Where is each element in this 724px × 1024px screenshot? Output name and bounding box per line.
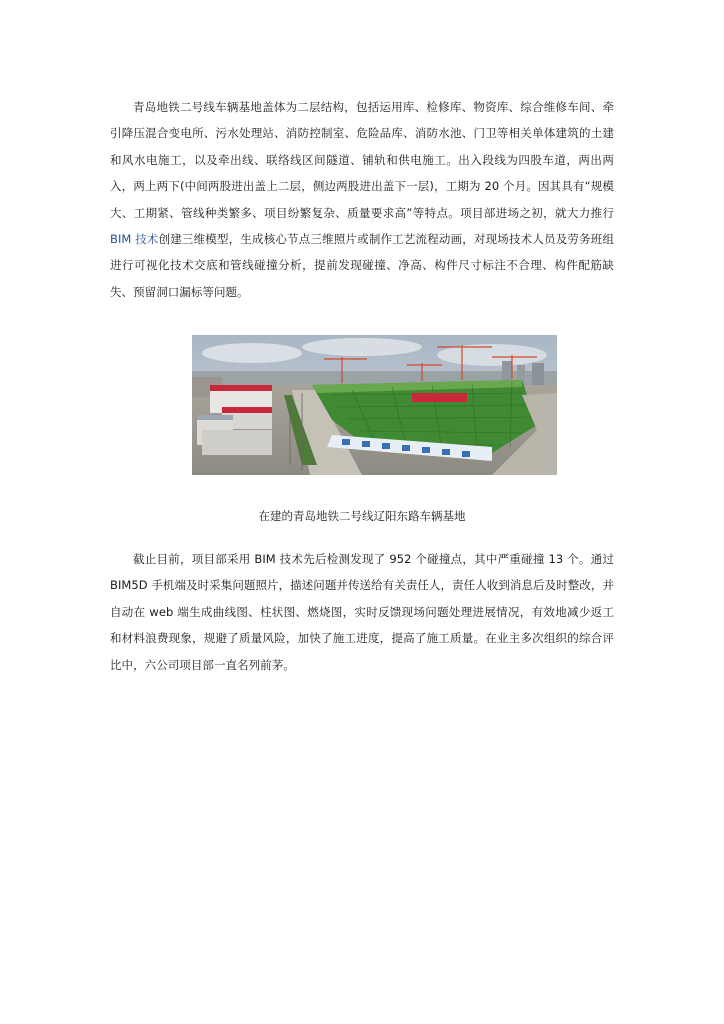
construction-site-photo xyxy=(192,335,557,475)
bim-technology-link[interactable]: BIM 技术 xyxy=(110,232,159,247)
paragraph-intro xyxy=(110,94,614,305)
paragraph-results: 截止目前，项目部采用 BIM 技术先后检测发现了 952 个碰撞点，其中严重碰撞 13 个。通过 BIM5D 手机端及时采集问题照片，描述问题并传送给有关责任人，责任人收到消息后及时整改，并自动在 web 端生成曲线图、柱状图、燃烧图，实时反馈现场问题处理进展情况，有效地减少返工和材料浪费现象，规避了质量风险，加快了施工进度，提高了施工质量。在业主多次组织的综合评比中，六公司项目部一直名列前茅。 xyxy=(110,552,614,672)
paragraph-intro-text-a: 青岛地铁二号线车辆基地盖体为二层结构，包括运用库、检修库、物资库、综合维修车间、牵引降压混合变电所、污水处理站、消防控制室、危险品库、消防水池、门卫等相关单体建筑的土建和风水电施工，以及牵出线、联络线区间隧道、铺轨和供电施工。出入段线为四股车道，两出两入，两上两下(中间两股进出盖上二层，侧边两股进出盖下一层)，工期为 20 个月。因其具有“规模大、工期紧、管线种类繁多、项目纷繁复杂、质量要求高”等特点。项目部进场之初，就大力推行 xyxy=(110,100,614,220)
paragraph-intro-text-b: 创建三维模型，生成核心节点三维照片或制作工艺流程动画，对现场技术人员及劳务班组进行可视化技术交底和管线碰撞分析，提前发现碰撞、净高、构件尺寸标注不合理、构件配筋缺失、预留洞口漏标等问题。 xyxy=(110,232,614,299)
photo-caption: 在建的青岛地铁二号线辽阳东路车辆基地 xyxy=(258,509,466,523)
